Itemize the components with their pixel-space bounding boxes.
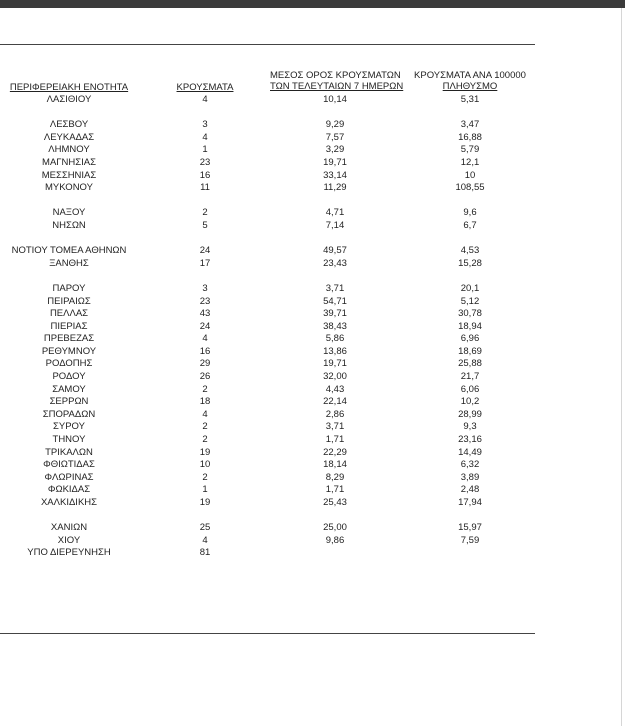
average-cell: 19,71 [323,156,347,168]
table-row [0,421,560,434]
header-per-100k [405,70,535,92]
window-top-bar [0,0,625,8]
cases-cell: 2 [202,421,208,433]
average-cell: 22,14 [323,396,347,408]
region-cell: ΡΕΘΥΜΝΟΥ [41,345,97,357]
cases-cell: 3 [202,282,208,294]
per-100k-cell: 5,79 [460,144,480,156]
table-row [0,207,560,220]
region-cell: ΤΡΙΚΑΛΩΝ [45,446,93,458]
table-row [0,346,560,359]
table-row [0,258,560,271]
table-row [0,170,560,183]
average-cell: 7,57 [325,131,345,143]
per-100k-cell: 17,94 [458,497,482,508]
per-100k-cell: 4,53 [460,245,480,257]
average-cell: 3,71 [325,421,345,433]
table-row [0,535,560,548]
per-100k-cell: 28,99 [458,408,482,420]
region-cell: ΛΕΣΒΟΥ [49,119,89,131]
table-row [0,157,560,170]
table-row [0,245,560,258]
average-cell: 9,29 [325,119,345,131]
average-cell: 4,43 [325,383,345,395]
region-cell: ΝΑΞΟΥ [52,207,86,219]
header-cases [170,82,240,93]
average-cell: 18,14 [323,459,347,471]
cases-cell: 17 [199,257,211,269]
table-row [0,308,560,321]
cases-cell: 2 [202,383,208,395]
region-cell: ΝΟΤΙΟΥ ΤΟΜΕΑ ΑΘΗΝΩΝ [11,245,127,257]
table-row [0,472,560,485]
table-row [0,522,560,535]
table-row [0,119,560,132]
cases-cell: 43 [199,308,211,320]
per-100k-cell: 9,6 [463,207,477,219]
table-row [0,384,560,397]
average-cell: 33,14 [323,169,347,181]
average-cell: 7,14 [325,219,345,231]
per-100k-cell: 18,94 [458,320,482,332]
average-cell: 1,71 [325,434,345,446]
average-cell: 8,29 [325,471,345,483]
region-cell: ΣΥΡΟΥ [53,421,85,433]
per-100k-cell: 6,06 [460,383,480,395]
region-cell: ΧΙΟΥ [57,534,81,546]
average-cell: 9,86 [325,534,345,546]
table-row [0,434,560,447]
table-row [0,144,560,157]
region-cell: ΣΑΜΟΥ [52,383,86,395]
region-cell: ΡΟΔΟΠΗΣ [45,358,93,370]
table-row [0,132,560,145]
region-cell: ΠΑΡΟΥ [52,282,86,294]
average-cell: 3,71 [325,282,345,294]
cases-cell: 24 [199,245,211,257]
per-100k-cell: 14,49 [458,446,482,458]
table-row [0,220,560,233]
header-per-100k-line1: ΚΡΟΥΣΜΑΤΑ ΑΝΑ 100000 [414,70,526,81]
per-100k-cell: 6,7 [463,219,477,231]
table-body [0,94,560,560]
per-100k-cell: 15,97 [458,522,482,534]
average-cell: 5,86 [325,333,345,345]
table-row [0,484,560,497]
per-100k-cell: 5,31 [460,94,480,105]
region-cell: ΜΑΓΝΗΣΙΑΣ [42,156,96,168]
cases-cell: 2 [202,434,208,446]
region-cell: ΧΑΛΚΙΔΙΚΗΣ [40,497,98,508]
average-cell: 22,29 [323,446,347,458]
table-row [0,497,560,510]
per-100k-cell: 12,1 [460,156,480,168]
table-top-rule [0,44,535,45]
header-per-100k-line2: ΠΛΗΘΥΣΜΟ [442,81,498,92]
average-cell: 39,71 [323,308,347,320]
per-100k-cell: 108,55 [455,182,485,194]
cases-cell: 24 [199,320,211,332]
cases-cell: 4 [202,94,208,105]
header-average-line2: ΤΩΝ ΤΕΛΕΥΤΑΙΩΝ 7 ΗΜΕΡΩΝ [270,81,404,92]
region-cell: ΠΙΕΡΙΑΣ [50,320,88,332]
cases-cell: 81 [199,547,211,559]
cases-cell: 16 [199,169,211,181]
table-row [0,396,560,409]
average-cell: 25,43 [323,497,347,508]
per-100k-cell: 3,89 [460,471,480,483]
average-cell: 32,00 [323,371,347,383]
average-cell: 4,71 [325,207,345,219]
per-100k-cell: 10 [464,169,476,181]
region-cell: ΛΑΣΙΘΙΟΥ [46,94,92,105]
cases-cell: 4 [202,333,208,345]
table-row [0,371,560,384]
cases-cell: 23 [199,295,211,307]
per-100k-cell: 2,48 [460,484,480,496]
per-100k-cell: 16,88 [458,131,482,143]
per-100k-cell: 25,88 [458,358,482,370]
average-cell: 49,57 [323,245,347,257]
table-row [0,94,560,107]
average-cell: 38,43 [323,320,347,332]
per-100k-cell: 9,3 [463,421,477,433]
region-cell: ΥΠΟ ΔΙΕΡΕΥΝΗΣΗ [27,547,111,559]
region-cell: ΜΥΚΟΝΟΥ [45,182,93,194]
cases-cell: 19 [199,497,211,508]
cases-cell: 10 [199,459,211,471]
per-100k-cell: 7,59 [460,534,480,546]
table-row [0,296,560,309]
header-region-label: ΠΕΡΙΦΕΡΕΙΑΚΗ ΕΝΟΤΗΤΑ [9,82,129,93]
header-cases-label: ΚΡΟΥΣΜΑΤΑ [176,82,234,93]
cases-cell: 19 [199,446,211,458]
cases-cell: 2 [202,471,208,483]
average-cell: 19,71 [323,358,347,370]
cases-cell: 1 [202,144,208,156]
average-cell: 3,29 [325,144,345,156]
header-average [270,70,404,92]
cases-cell: 23 [199,156,211,168]
average-cell: 1,71 [325,484,345,496]
per-100k-cell: 18,69 [458,345,482,357]
per-100k-cell: 30,78 [458,308,482,320]
header-average-line1: ΜΕΣΟΣ ΟΡΟΣ ΚΡΟΥΣΜΑΤΩΝ [270,70,401,81]
average-cell: 2,86 [325,408,345,420]
header-region [5,82,133,93]
cases-cell: 25 [199,522,211,534]
table-row [0,321,560,334]
cases-cell: 5 [202,219,208,231]
region-cell: ΡΟΔΟΥ [52,371,86,383]
region-cell: ΠΕΛΛΑΣ [49,308,89,320]
region-cell: ΛΗΜΝΟΥ [48,144,90,156]
region-cell: ΦΩΚΙΔΑΣ [47,484,91,496]
average-cell: 10,14 [323,94,347,105]
per-100k-cell: 3,47 [460,119,480,131]
per-100k-cell: 20,1 [460,282,480,294]
cases-cell: 1 [202,484,208,496]
table-row [0,547,560,560]
per-100k-cell: 15,28 [458,257,482,269]
table-row [0,447,560,460]
region-cell: ΠΕΙΡΑΙΩΣ [47,295,91,307]
table-row [0,358,560,371]
region-cell: ΛΕΥΚΑΔΑΣ [43,131,95,143]
per-100k-cell: 6,96 [460,333,480,345]
region-cell: ΣΕΡΡΩΝ [49,396,89,408]
region-cell: ΝΗΣΩΝ [52,219,86,231]
average-cell: 25,00 [323,522,347,534]
table-row [0,459,560,472]
average-cell: 54,71 [323,295,347,307]
table-row [0,182,560,195]
average-cell: 11,29 [323,182,347,194]
per-100k-cell: 21,7 [460,371,480,383]
table-header [0,70,560,94]
table-row [0,333,560,346]
average-cell: 23,43 [323,257,347,269]
cases-cell: 11 [200,182,210,194]
cases-cell: 3 [202,119,208,131]
cases-cell: 16 [199,345,211,357]
region-cell: ΦΘΙΩΤΙΔΑΣ [43,459,95,471]
region-cell: ΦΛΩΡΙΝΑΣ [44,471,94,483]
region-cell: ΠΡΕΒΕΖΑΣ [43,333,95,345]
per-100k-cell: 10,2 [460,396,480,408]
page-edge [621,8,622,726]
cases-cell: 29 [199,358,211,370]
region-cell: ΤΗΝΟΥ [52,434,86,446]
region-cell: ΧΑΝΙΩΝ [50,522,88,534]
table-row [0,283,560,296]
cases-cell: 26 [199,371,211,383]
cases-cell: 4 [202,534,208,546]
per-100k-cell: 23,16 [458,434,482,446]
region-cell: ΣΠΟΡΑΔΩΝ [42,408,96,420]
table-bottom-rule [0,633,535,634]
per-100k-cell: 5,12 [460,295,480,307]
cases-cell: 2 [202,207,208,219]
cases-cell: 4 [202,408,208,420]
region-cell: ΞΑΝΘΗΣ [49,257,89,269]
average-cell: 13,86 [323,345,347,357]
table-row [0,409,560,422]
region-cell: ΜΕΣΣΗΝΙΑΣ [41,169,97,181]
cases-cell: 4 [202,131,208,143]
cases-cell: 18 [199,396,211,408]
per-100k-cell: 6,32 [460,459,480,471]
